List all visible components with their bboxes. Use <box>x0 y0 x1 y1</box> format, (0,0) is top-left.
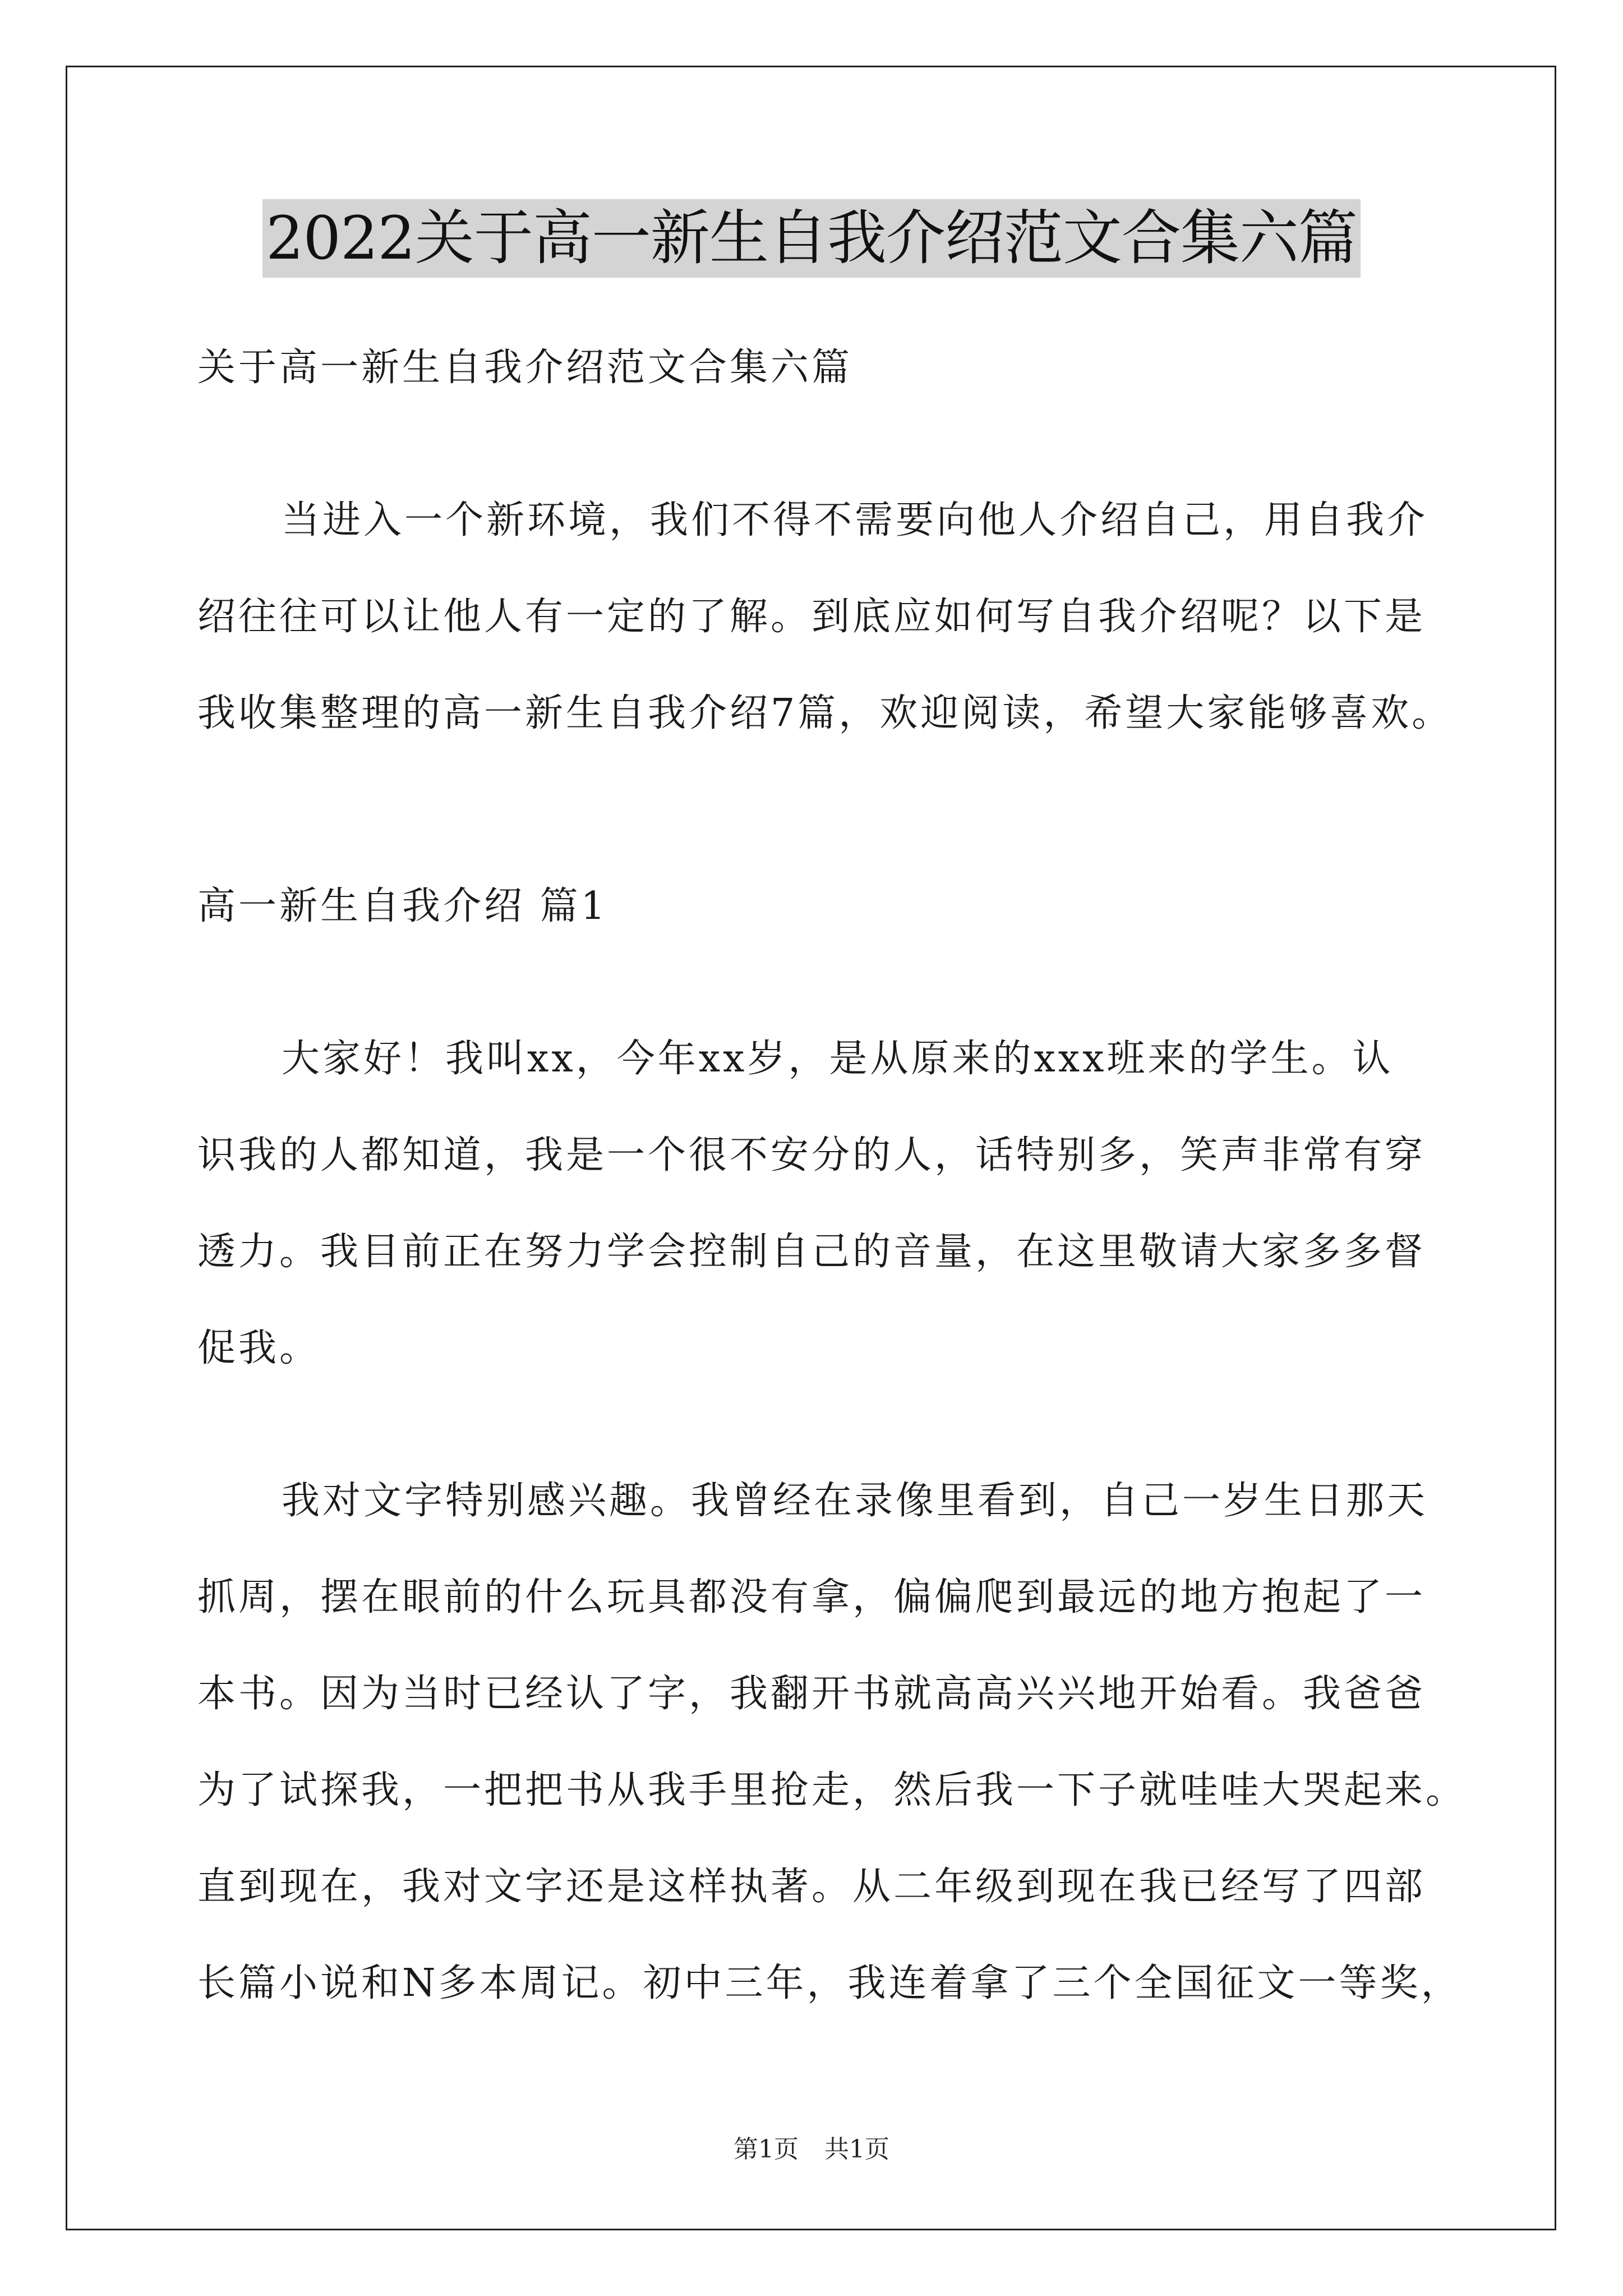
text-line: 透力。我目前正在努力学会控制自己的音量，在这里敬请大家多多督 <box>197 1230 1426 1274</box>
text-line: 直到现在，我对文字还是这样执著。从二年级到现在我已经写了四部 <box>197 1865 1426 1909</box>
document-body <box>197 320 1467 2032</box>
page-number-total: 共1页 <box>824 2135 889 2164</box>
text-line: 绍往往可以让他人有一定的了解。到底应如何写自我介绍呢？以下是 <box>197 595 1426 639</box>
section-heading: 高一新生自我介绍 篇1 <box>197 884 608 928</box>
text-line: 促我。 <box>197 1326 321 1370</box>
document-title: 2022关于高一新生自我介绍范文合集六篇 <box>262 199 1361 278</box>
text-line: 抓周，摆在眼前的什么玩具都没有拿，偏偏爬到最远的地方抱起了一 <box>197 1575 1426 1619</box>
text-line: 我收集整理的高一新生自我介绍7篇，欢迎阅读，希望大家能够喜欢。 <box>197 691 1453 735</box>
intro-paragraph <box>197 472 1453 762</box>
text-line: 大家好！我叫xx，今年xx岁，是从原来的xxx班来的学生。认 <box>282 1037 1394 1081</box>
paragraph-1 <box>197 1011 1431 1397</box>
paragraph-2 <box>197 1453 1467 2032</box>
text-line: 我对文字特别感兴趣。我曾经在录像里看到，自己一岁生日那天 <box>282 1479 1428 1523</box>
text-line: 为了试探我，一把把书从我手里抢走，然后我一下子就哇哇大哭起来。 <box>197 1768 1467 1812</box>
page-number-current: 第1页 <box>734 2135 799 2164</box>
text-line: 当进入一个新环境，我们不得不需要向他人介绍自己，用自我介 <box>282 498 1428 542</box>
page-footer <box>0 2133 1623 2166</box>
title-container <box>0 199 1623 278</box>
text-line: 本书。因为当时已经认了字，我翻开书就高高兴兴地开始看。我爸爸 <box>197 1672 1426 1716</box>
text-line: 长篇小说和N多本周记。初中三年，我连着拿了三个全国征文一等奖， <box>197 1961 1462 2005</box>
text-line: 识我的人都知道，我是一个很不安分的人，话特别多，笑声非常有穿 <box>197 1133 1426 1177</box>
document-subtitle: 关于高一新生自我介绍范文合集六篇 <box>197 346 853 390</box>
